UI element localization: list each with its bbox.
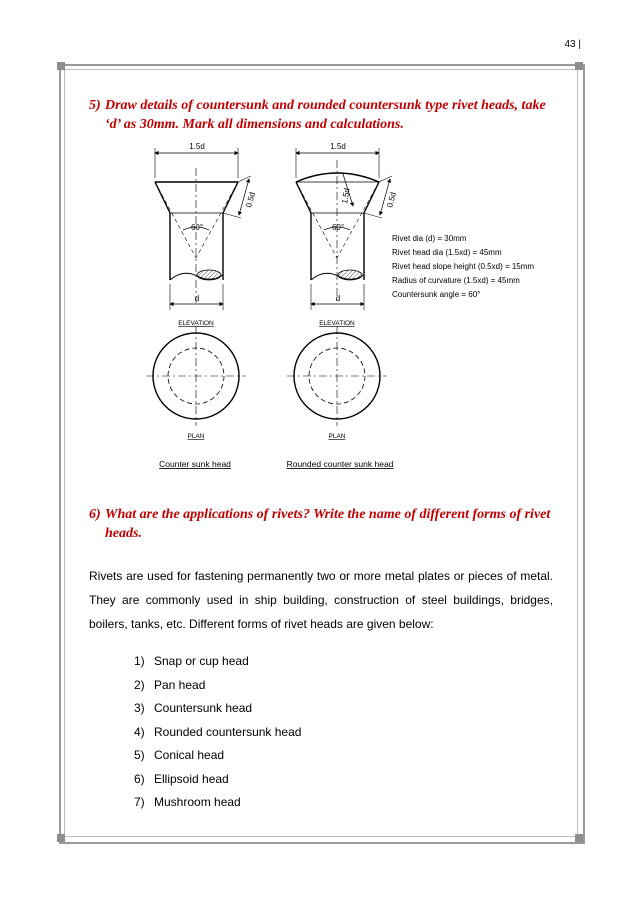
list-number: 7): [134, 795, 145, 809]
calc-line: Rivet dia (d) = 30mm: [392, 234, 467, 243]
calc-line: Rivet head slope height (0.5xd) = 15mm: [392, 262, 535, 271]
question-6: [89, 505, 564, 543]
border-corner: [575, 834, 583, 842]
list-number: 3): [134, 701, 145, 715]
list-item: [134, 744, 301, 768]
label-plan: PLAN: [328, 433, 346, 440]
border-corner: [57, 62, 65, 70]
dim-head-width: 1.5d: [330, 142, 346, 151]
list-number: 4): [134, 724, 145, 739]
answer-paragraph: Rivets are used for fastening permanently two or more metal plates or pieces of metal. They are commonly used in ship building, construction of steel buildings, bridges, boilers, tanks, etc. Different forms of rivet heads are given below:: [89, 569, 553, 631]
countersunk-plan: [146, 326, 246, 426]
list-item: [134, 697, 301, 721]
rivet-head-forms-list: [134, 650, 301, 815]
question-5: [89, 96, 564, 134]
question-text: Draw details of countersunk and rounded countersunk type rivet heads, take ‘d’ as 30mm. Mark all dimensions and calculations.: [105, 98, 546, 132]
caption-countersunk: Counter sunk head: [159, 459, 231, 469]
list-label: Mushroom head: [154, 795, 241, 809]
label-elevation: ELEVATION: [319, 320, 355, 327]
label-elevation: ELEVATION: [178, 320, 214, 327]
question-text: What are the applications of rivets? Write the name of different forms of rivet heads.: [105, 507, 551, 541]
list-number: 2): [134, 677, 145, 692]
list-label: Conical head: [154, 748, 225, 762]
list-item: [134, 791, 301, 815]
calc-line: Rivet head dia (1.5xd) = 45mm: [392, 248, 502, 257]
list-label: Snap or cup head: [154, 654, 249, 668]
dim-radius: 1.5d: [340, 187, 352, 205]
list-item: [134, 768, 301, 792]
list-label: Pan head: [154, 677, 206, 692]
label-plan: PLAN: [187, 433, 205, 440]
dim-angle: 60°: [190, 223, 204, 232]
dim-dia: d: [194, 294, 200, 303]
dim-angle: 60°: [331, 223, 345, 232]
calc-line: Radius of curvature (1.5xd) = 45mm: [392, 276, 520, 285]
list-label: Ellipsoid head: [154, 771, 229, 786]
calculations: [392, 234, 534, 299]
caption-rounded-countersunk: Rounded counter sunk head: [286, 459, 394, 469]
dim-dia: d: [335, 294, 341, 303]
border-corner: [57, 834, 65, 842]
question-number: 6): [89, 507, 101, 522]
list-label: Countersunk head: [154, 701, 253, 715]
list-number: 6): [134, 771, 145, 786]
dim-slope: 0.5d: [385, 191, 398, 209]
border-corner: [575, 62, 583, 70]
page-number: 43 |: [564, 39, 581, 50]
list-number: 5): [134, 748, 145, 762]
list-label: Rounded countersunk head: [154, 724, 302, 739]
list-item: [134, 674, 301, 698]
rivet-figure: [145, 138, 575, 473]
dim-slope: 0.5d: [244, 191, 257, 209]
list-number: 1): [134, 654, 145, 668]
list-item: [134, 721, 301, 745]
rounded-countersunk-plan: [287, 326, 387, 426]
question-number: 5): [89, 98, 101, 113]
list-item: [134, 650, 301, 674]
calc-line: Countersunk angle = 60°: [392, 290, 481, 299]
dim-head-width: 1.5d: [189, 142, 205, 151]
